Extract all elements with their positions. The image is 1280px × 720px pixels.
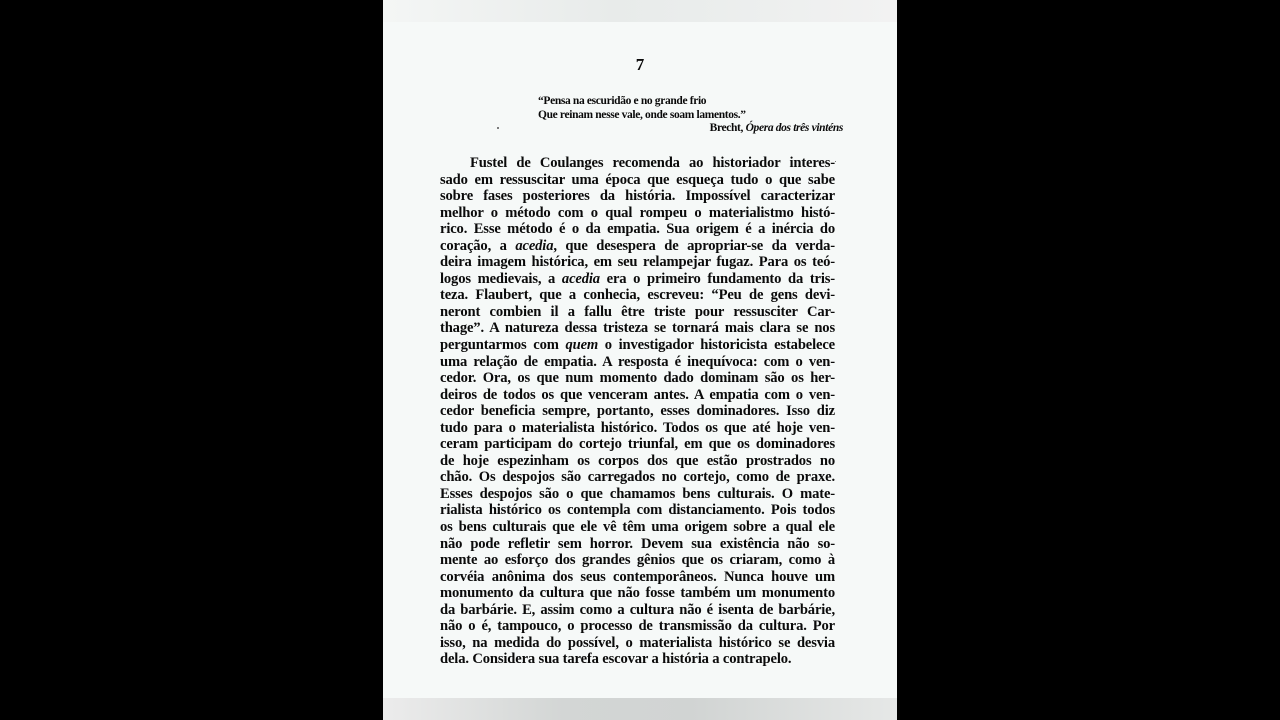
body-line: neront combien il a fallu être triste pour ressusciter Car- <box>440 303 835 320</box>
body-line: deira imagem histórica, em seu relampejar fugaz. Para os teó- <box>440 254 835 271</box>
body-line: coração, a acedia, que desespera de apropriar-se da verda- <box>440 237 835 254</box>
body-line: os bens culturais que ele vê têm uma origem sobre a qual ele <box>440 519 835 536</box>
body-line: cedor beneficia sempre, portanto, esses dominadores. Isso diz <box>440 403 835 420</box>
epigraph-line-2: Que reinam nesse vale, onde soam lamentos.” <box>538 108 746 121</box>
body-line: cedor. Ora, os que num momento dado dominam são os her- <box>440 370 835 387</box>
emphasis-word: quem <box>565 337 599 354</box>
emphasis-word: acedia <box>561 270 600 287</box>
body-line: dela. Considera sua tarefa escovar a história a contrapelo. <box>440 651 792 668</box>
body-line: não pode refletir sem horror. Devem sua existência não so- <box>440 535 835 552</box>
body-line: Fustel de Coulanges recomenda ao historiador interes- <box>470 155 835 171</box>
epigraph-author: Brecht, <box>709 122 746 134</box>
top-shadow-band <box>383 0 897 22</box>
epigraph-work-title: Ópera dos três vinténs <box>745 122 843 134</box>
book-page <box>383 0 897 720</box>
epigraph-attribution <box>538 122 843 136</box>
body-line: ceram participam do cortejo triunfal, em que os dominadores <box>440 436 835 453</box>
body-line: teza. Flaubert, que a conhecia, escreveu: “Peu de gens devi- <box>440 287 835 304</box>
body-line: thage”. A natureza dessa tristeza se tornará mais clara se nos <box>440 320 835 337</box>
body-line: perguntarmos com quem o investigador historicista estabelece <box>440 337 836 354</box>
body-line: logos medievais, a acedia era o primeiro fundamento da tris- <box>440 270 836 287</box>
page-number: 7 <box>635 55 645 74</box>
body-line: da barbárie. E, assim como a cultura não é isenta de barbárie, <box>440 601 835 618</box>
body-paragraph <box>440 155 835 668</box>
scan-speck <box>497 127 499 129</box>
epigraph-line-1: “Pensa na escuridão e no grande frio <box>538 95 707 107</box>
body-line: de hoje espezinham os corpos dos que estão prostrados no <box>440 452 835 469</box>
body-line: uma relação de empatia. A resposta é inequívoca: com o ven- <box>440 353 835 370</box>
body-line: Esses despojos são o que chamamos bens culturais. O mate- <box>440 485 835 502</box>
bottom-shadow-band <box>383 698 897 720</box>
body-line: não o é, tampouco, o processo de transmissão da cultura. Por <box>440 618 835 635</box>
body-line: corvéia anônima dos seus contemporâneos. Nunca houve um <box>440 568 835 585</box>
body-line: rico. Esse método é o da empatia. Sua origem é a inércia do <box>440 221 835 238</box>
emphasis-word: acedia <box>515 237 554 254</box>
body-line: tudo para o materialista histórico. Todos os que até hoje ven- <box>440 419 835 436</box>
body-line: melhor o método com o qual rompeu o materialistmo histó- <box>440 204 835 221</box>
body-line: sado em ressuscitar uma época que esqueça tudo o que sabe <box>440 171 835 188</box>
scan-speck <box>835 161 836 162</box>
body-line: mente ao esforço dos grandes gênios que os criaram, como à <box>440 552 835 569</box>
body-line: deiros de todos os que venceram antes. A empatia com o ven- <box>440 386 835 403</box>
body-line: sobre fases posteriores da história. Impossível caracterizar <box>440 188 835 205</box>
body-line: monumento da cultura que não fosse também um monumento <box>440 585 835 602</box>
epigraph <box>538 95 843 136</box>
body-line: rialista histórico os contempla com distanciamento. Pois todos <box>440 502 835 519</box>
body-line: chão. Os despojos são carregados no cortejo, como de praxe. <box>440 469 835 486</box>
body-line: isso, na medida do possível, o materialista histórico se desvia <box>440 634 835 651</box>
